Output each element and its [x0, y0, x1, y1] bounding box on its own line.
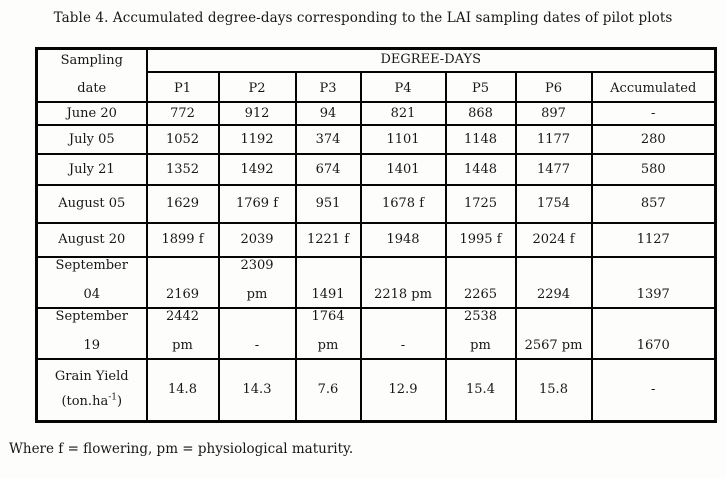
value-cell	[296, 125, 361, 154]
value-cell	[147, 257, 219, 308]
value-cell	[516, 223, 592, 257]
cell-line: 1899 f	[161, 232, 204, 247]
cell-line: 1769 f	[235, 196, 279, 211]
cell-line: 374	[315, 131, 341, 147]
cell-line: 19	[83, 338, 101, 353]
value-cell	[296, 257, 361, 308]
cell-line: 857	[640, 196, 666, 211]
cell-line: 04	[83, 287, 101, 302]
degree-days-header: DEGREE-DAYS	[147, 49, 716, 72]
cell-line: 2309	[240, 258, 274, 273]
cell-line: 1764	[311, 309, 345, 324]
cell-line: 580	[640, 161, 666, 177]
value-cell	[592, 308, 716, 359]
value-cell	[147, 102, 219, 125]
sampling-label: Sampling	[60, 53, 123, 68]
yield-value-cell: 12.9	[361, 359, 446, 421]
value-cell	[592, 125, 716, 154]
cell-line: 2567 pm	[524, 338, 583, 353]
date-label: date	[77, 81, 107, 96]
value-cell	[516, 308, 592, 359]
cell-line: 1221 f	[306, 232, 350, 247]
cell-line: 2218 pm	[374, 287, 432, 302]
col-header-p2: P2	[219, 72, 296, 102]
cell-line: September	[55, 258, 128, 273]
sampling-date-header	[38, 50, 146, 101]
table-row	[37, 102, 716, 125]
value-cell	[446, 154, 516, 185]
value-cell	[516, 125, 592, 154]
col-header-p4: P4	[361, 72, 446, 102]
table-caption: Table 4. Accumulated degree-days corresponding to the LAI sampling dates of pilot plots	[53, 10, 673, 26]
value-cell	[446, 257, 516, 308]
footnote: Where f = flowering, pm = physiological maturity.	[9, 440, 354, 457]
date-cell	[37, 308, 147, 359]
col-header-p1: P1	[147, 72, 219, 102]
grain-yield-unit: $(ton.ha^{-1})$	[61, 392, 123, 410]
table-row	[37, 185, 716, 223]
value-cell	[219, 308, 296, 359]
date-cell	[37, 125, 147, 154]
cell-line: July 21	[68, 161, 115, 177]
cell-line: 1670	[636, 338, 670, 353]
col-header-p3: P3	[296, 72, 361, 102]
value-cell	[219, 154, 296, 185]
cell-line: 1477	[536, 161, 571, 177]
yield-value-cell: 15.8	[516, 359, 592, 421]
cell-line: pm	[470, 338, 491, 353]
yield-value-cell: -	[592, 359, 716, 421]
cell-line: 674	[315, 161, 341, 177]
cell-line: 897	[541, 105, 566, 121]
value-cell	[592, 102, 716, 125]
grain-yield-label: Grain Yield	[54, 369, 129, 385]
cell-line: August 05	[58, 196, 126, 211]
cell-line: 912	[244, 105, 270, 121]
cell-line: 1754	[536, 196, 571, 211]
value-cell	[147, 154, 219, 185]
cell-line: 2294	[536, 287, 571, 302]
cell-line: 772	[170, 105, 195, 121]
value-cell	[296, 185, 361, 223]
date-cell	[37, 257, 147, 308]
cell-line: 1177	[536, 131, 571, 147]
grain-yield-row	[37, 359, 716, 421]
value-cell	[361, 102, 446, 125]
value-cell	[361, 223, 446, 257]
value-cell	[446, 102, 516, 125]
value-cell	[446, 185, 516, 223]
value-cell	[296, 308, 361, 359]
value-cell	[516, 102, 592, 125]
cell-line: pm	[172, 338, 193, 353]
cell-line: 1401	[386, 161, 420, 177]
value-cell	[361, 125, 446, 154]
value-cell	[516, 154, 592, 185]
table-row	[37, 125, 716, 154]
cell-line: 2169	[165, 287, 200, 302]
value-cell	[361, 308, 446, 359]
cell-line: August 20	[58, 232, 126, 247]
col-header-accumulated: Accumulated	[592, 72, 716, 102]
cell-line: 821	[390, 105, 416, 121]
cell-line: 2442	[165, 309, 200, 324]
value-cell	[147, 223, 219, 257]
value-cell	[296, 223, 361, 257]
cell-line: 2039	[240, 232, 274, 247]
grain-yield-label-cell	[37, 359, 147, 421]
value-cell	[219, 185, 296, 223]
cell-line: 1678 f	[381, 196, 425, 211]
cell-line: 868	[468, 105, 493, 121]
cell-line: 1052	[165, 131, 200, 147]
table-row	[37, 308, 716, 359]
cell-line: 1491	[311, 287, 345, 302]
value-cell	[592, 223, 716, 257]
value-cell	[592, 154, 716, 185]
value-cell	[219, 223, 296, 257]
value-cell	[446, 308, 516, 359]
date-cell	[37, 223, 147, 257]
cell-line: 1148	[463, 131, 498, 147]
yield-value-cell: 15.4	[446, 359, 516, 421]
value-cell	[147, 185, 219, 223]
cell-line: 1352	[165, 161, 200, 177]
cell-line: 2538	[463, 309, 498, 324]
table-row	[37, 257, 716, 308]
cell-line: 1397	[636, 287, 670, 302]
degree-days-table	[35, 47, 717, 423]
cell-line: -	[651, 105, 656, 121]
value-cell	[446, 125, 516, 154]
yield-value-cell: 14.8	[147, 359, 219, 421]
value-cell	[446, 223, 516, 257]
value-cell	[516, 257, 592, 308]
value-cell	[361, 257, 446, 308]
cell-line: 1192	[240, 131, 274, 147]
date-cell	[37, 154, 147, 185]
cell-line: 1448	[463, 161, 498, 177]
cell-line: 2024 f	[532, 232, 575, 247]
value-cell	[147, 308, 219, 359]
cell-line: -	[254, 338, 260, 353]
yield-value-cell: 7.6	[296, 359, 361, 421]
cell-line: 1948	[386, 232, 420, 247]
cell-line: 280	[640, 131, 666, 147]
sampling-date-header-cell	[37, 49, 147, 103]
cell-line: 951	[315, 196, 341, 211]
cell-line: June 20	[66, 105, 117, 121]
cell-line: -	[400, 338, 406, 353]
value-cell	[219, 125, 296, 154]
cell-line: 1725	[463, 196, 498, 211]
cell-line: 2265	[463, 287, 498, 302]
value-cell	[219, 257, 296, 308]
value-cell	[147, 125, 219, 154]
value-cell	[592, 185, 716, 223]
cell-line: 94	[319, 105, 337, 121]
table-row	[37, 154, 716, 185]
value-cell	[361, 185, 446, 223]
value-cell	[516, 185, 592, 223]
cell-line: July 05	[68, 131, 115, 147]
col-header-p5: P5	[446, 72, 516, 102]
cell-line: 1492	[240, 161, 274, 177]
cell-line: pm	[246, 287, 268, 302]
value-cell	[592, 257, 716, 308]
value-cell	[219, 102, 296, 125]
value-cell	[361, 154, 446, 185]
cell-line: pm	[317, 338, 339, 353]
cell-line: September	[55, 309, 128, 324]
cell-line: 1127	[636, 232, 670, 247]
value-cell	[296, 102, 361, 125]
cell-line: 1629	[165, 196, 200, 211]
superscript: -1	[108, 392, 117, 403]
yield-value-cell: 14.3	[219, 359, 296, 421]
cell-line: 1101	[386, 131, 420, 147]
col-header-p6: P6	[516, 72, 592, 102]
date-cell	[37, 185, 147, 223]
group-header-row	[37, 49, 716, 72]
value-cell	[296, 154, 361, 185]
table-row	[37, 223, 716, 257]
cell-line: 1995 f	[459, 232, 502, 247]
date-cell	[37, 102, 147, 125]
